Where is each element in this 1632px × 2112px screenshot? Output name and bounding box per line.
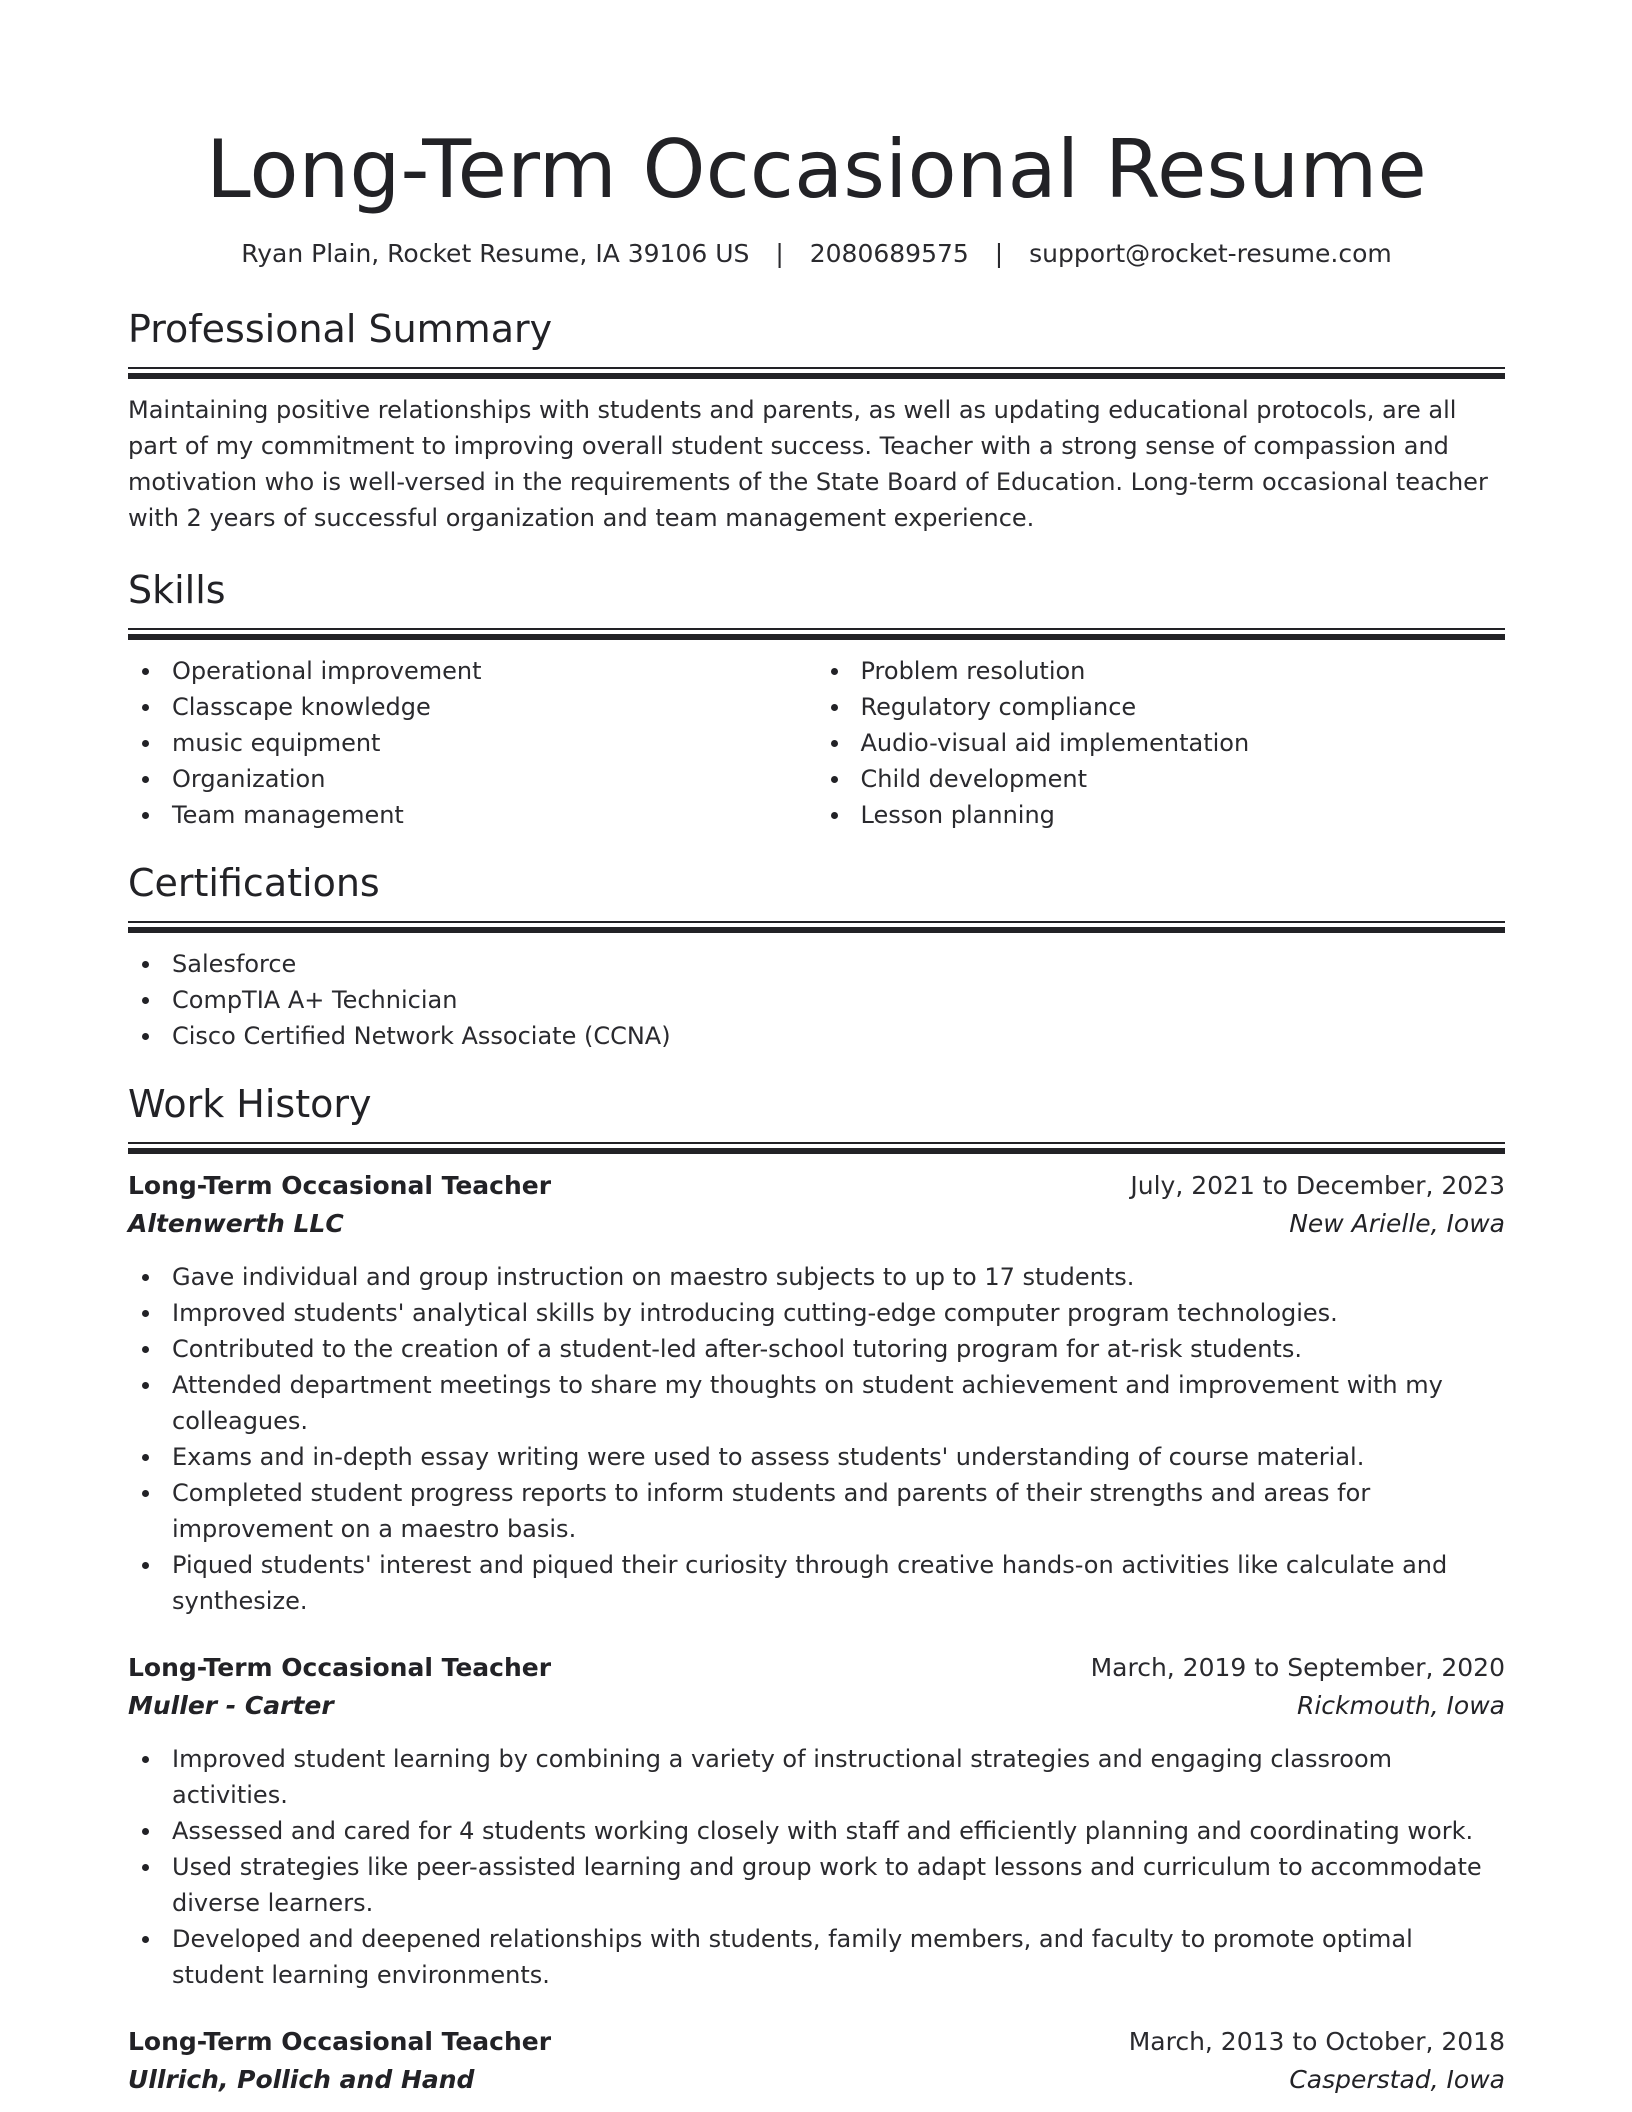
list-item: Attended department meetings to share my thoughts on student achievement and improvement with my colleagues.: [128, 1367, 1505, 1439]
job-dates: July, 2021 to December, 2023: [1130, 1171, 1505, 1200]
job-location: Casperstad, Iowa: [1289, 2065, 1505, 2094]
section-heading-summary: Professional Summary: [128, 307, 553, 351]
skills-list-left: [128, 653, 817, 833]
job-title: Long-Term Occasional Teacher: [128, 2027, 552, 2056]
list-item: Gave individual and group instruction on maestro subjects to up to 17 students.: [128, 1259, 1505, 1295]
job-company: Altenwerth LLC: [128, 1209, 344, 1238]
skills-section: [128, 564, 1505, 833]
section-divider: [128, 921, 1505, 933]
job-bullets: [128, 1259, 1505, 1619]
contact-line: [128, 236, 1505, 272]
job-subheader-row: [128, 1205, 1505, 1243]
job-header-row: [128, 1649, 1505, 1687]
job-dates: March, 2013 to October, 2018: [1128, 2027, 1505, 2056]
list-item: Exams and in-depth essay writing were used to assess students' understanding of course material.: [128, 1439, 1505, 1475]
section-divider: [128, 628, 1505, 640]
list-item: Cisco Certified Network Associate (CCNA): [128, 1018, 1505, 1054]
resume-page: [128, 0, 1505, 2099]
list-item: Organization: [128, 761, 817, 797]
list-item: Contributed to the creation of a student-led after-school tutoring program for at-risk students.: [128, 1331, 1505, 1367]
job-entry: [128, 1649, 1505, 1993]
job-location: New Arielle, Iowa: [1289, 1209, 1505, 1238]
skills-list-right: [817, 653, 1506, 833]
certifications-section: [128, 857, 1505, 1054]
skills-grid: [128, 653, 1505, 833]
job-header-row: [128, 2023, 1505, 2061]
contact-separator: |: [775, 239, 784, 268]
job-subheader-row: [128, 2061, 1505, 2099]
section-heading-work-history: Work History: [128, 1082, 372, 1126]
section-divider: [128, 367, 1505, 379]
list-item: Improved students' analytical skills by introducing cutting-edge computer program technologies.: [128, 1295, 1505, 1331]
list-item: Team management: [128, 797, 817, 833]
list-item: Operational improvement: [128, 653, 817, 689]
list-item: Regulatory compliance: [817, 689, 1506, 725]
contact-separator: |: [994, 239, 1004, 268]
work-history-section: [128, 1078, 1505, 2099]
list-item: music equipment: [128, 725, 817, 761]
job-company: Ullrich, Pollich and Hand: [128, 2065, 475, 2094]
contact-address: Ryan Plain, Rocket Resume, IA 39106 US: [241, 239, 750, 268]
certifications-list: [128, 946, 1505, 1054]
job-subheader-row: [128, 1687, 1505, 1725]
summary-text: Maintaining positive relationships with students and parents, as well as updating educational protocols, are all part of my commitment to improving overall student success. Teacher with a strong sense of compassion and motivation who is well-versed in the requirements of the State Board of Education. Long-term occasional teacher with 2 years of successful organization and team management experience.: [128, 396, 1488, 532]
job-location: Rickmouth, Iowa: [1296, 1691, 1505, 1720]
list-item: CompTIA A+ Technician: [128, 982, 1505, 1018]
section-divider: [128, 1142, 1505, 1154]
section-heading-certifications: Certifications: [128, 861, 380, 905]
list-item: Problem resolution: [817, 653, 1506, 689]
list-item: Lesson planning: [817, 797, 1506, 833]
job-header-row: [128, 1167, 1505, 1205]
contact-phone: 2080689575: [809, 239, 969, 268]
job-bullets: [128, 1741, 1505, 1993]
list-item: Developed and deepened relationships with students, family members, and faculty to promote optimal student learning environments.: [128, 1921, 1505, 1993]
list-item: Audio-visual aid implementation: [817, 725, 1506, 761]
list-item: Child development: [817, 761, 1506, 797]
job-entry: [128, 2023, 1505, 2099]
list-item: Completed student progress reports to inform students and parents of their strengths and areas for improvement on a maestro basis.: [128, 1475, 1505, 1547]
list-item: Used strategies like peer-assisted learning and group work to adapt lessons and curriculum to accommodate diverse learners.: [128, 1849, 1505, 1921]
job-title: Long-Term Occasional Teacher: [128, 1171, 552, 1200]
list-item: Salesforce: [128, 946, 1505, 982]
job-title: Long-Term Occasional Teacher: [128, 1653, 552, 1682]
list-item: Classcape knowledge: [128, 689, 817, 725]
list-item: Improved student learning by combining a variety of instructional strategies and engaging classroom activities.: [128, 1741, 1505, 1813]
job-company: Muller - Carter: [128, 1691, 334, 1720]
job-dates: March, 2019 to September, 2020: [1090, 1653, 1505, 1682]
job-entry: [128, 1167, 1505, 1619]
contact-email: support@rocket-resume.com: [1029, 239, 1392, 268]
summary-section: [128, 303, 1505, 536]
list-item: Piqued students' interest and piqued their curiosity through creative hands-on activities like calculate and synthesize.: [128, 1547, 1505, 1619]
section-heading-skills: Skills: [128, 568, 226, 612]
resume-title: Long-Term Occasional Resume: [206, 123, 1427, 216]
list-item: Assessed and cared for 4 students working closely with staff and efficiently planning and coordinating work.: [128, 1813, 1505, 1849]
